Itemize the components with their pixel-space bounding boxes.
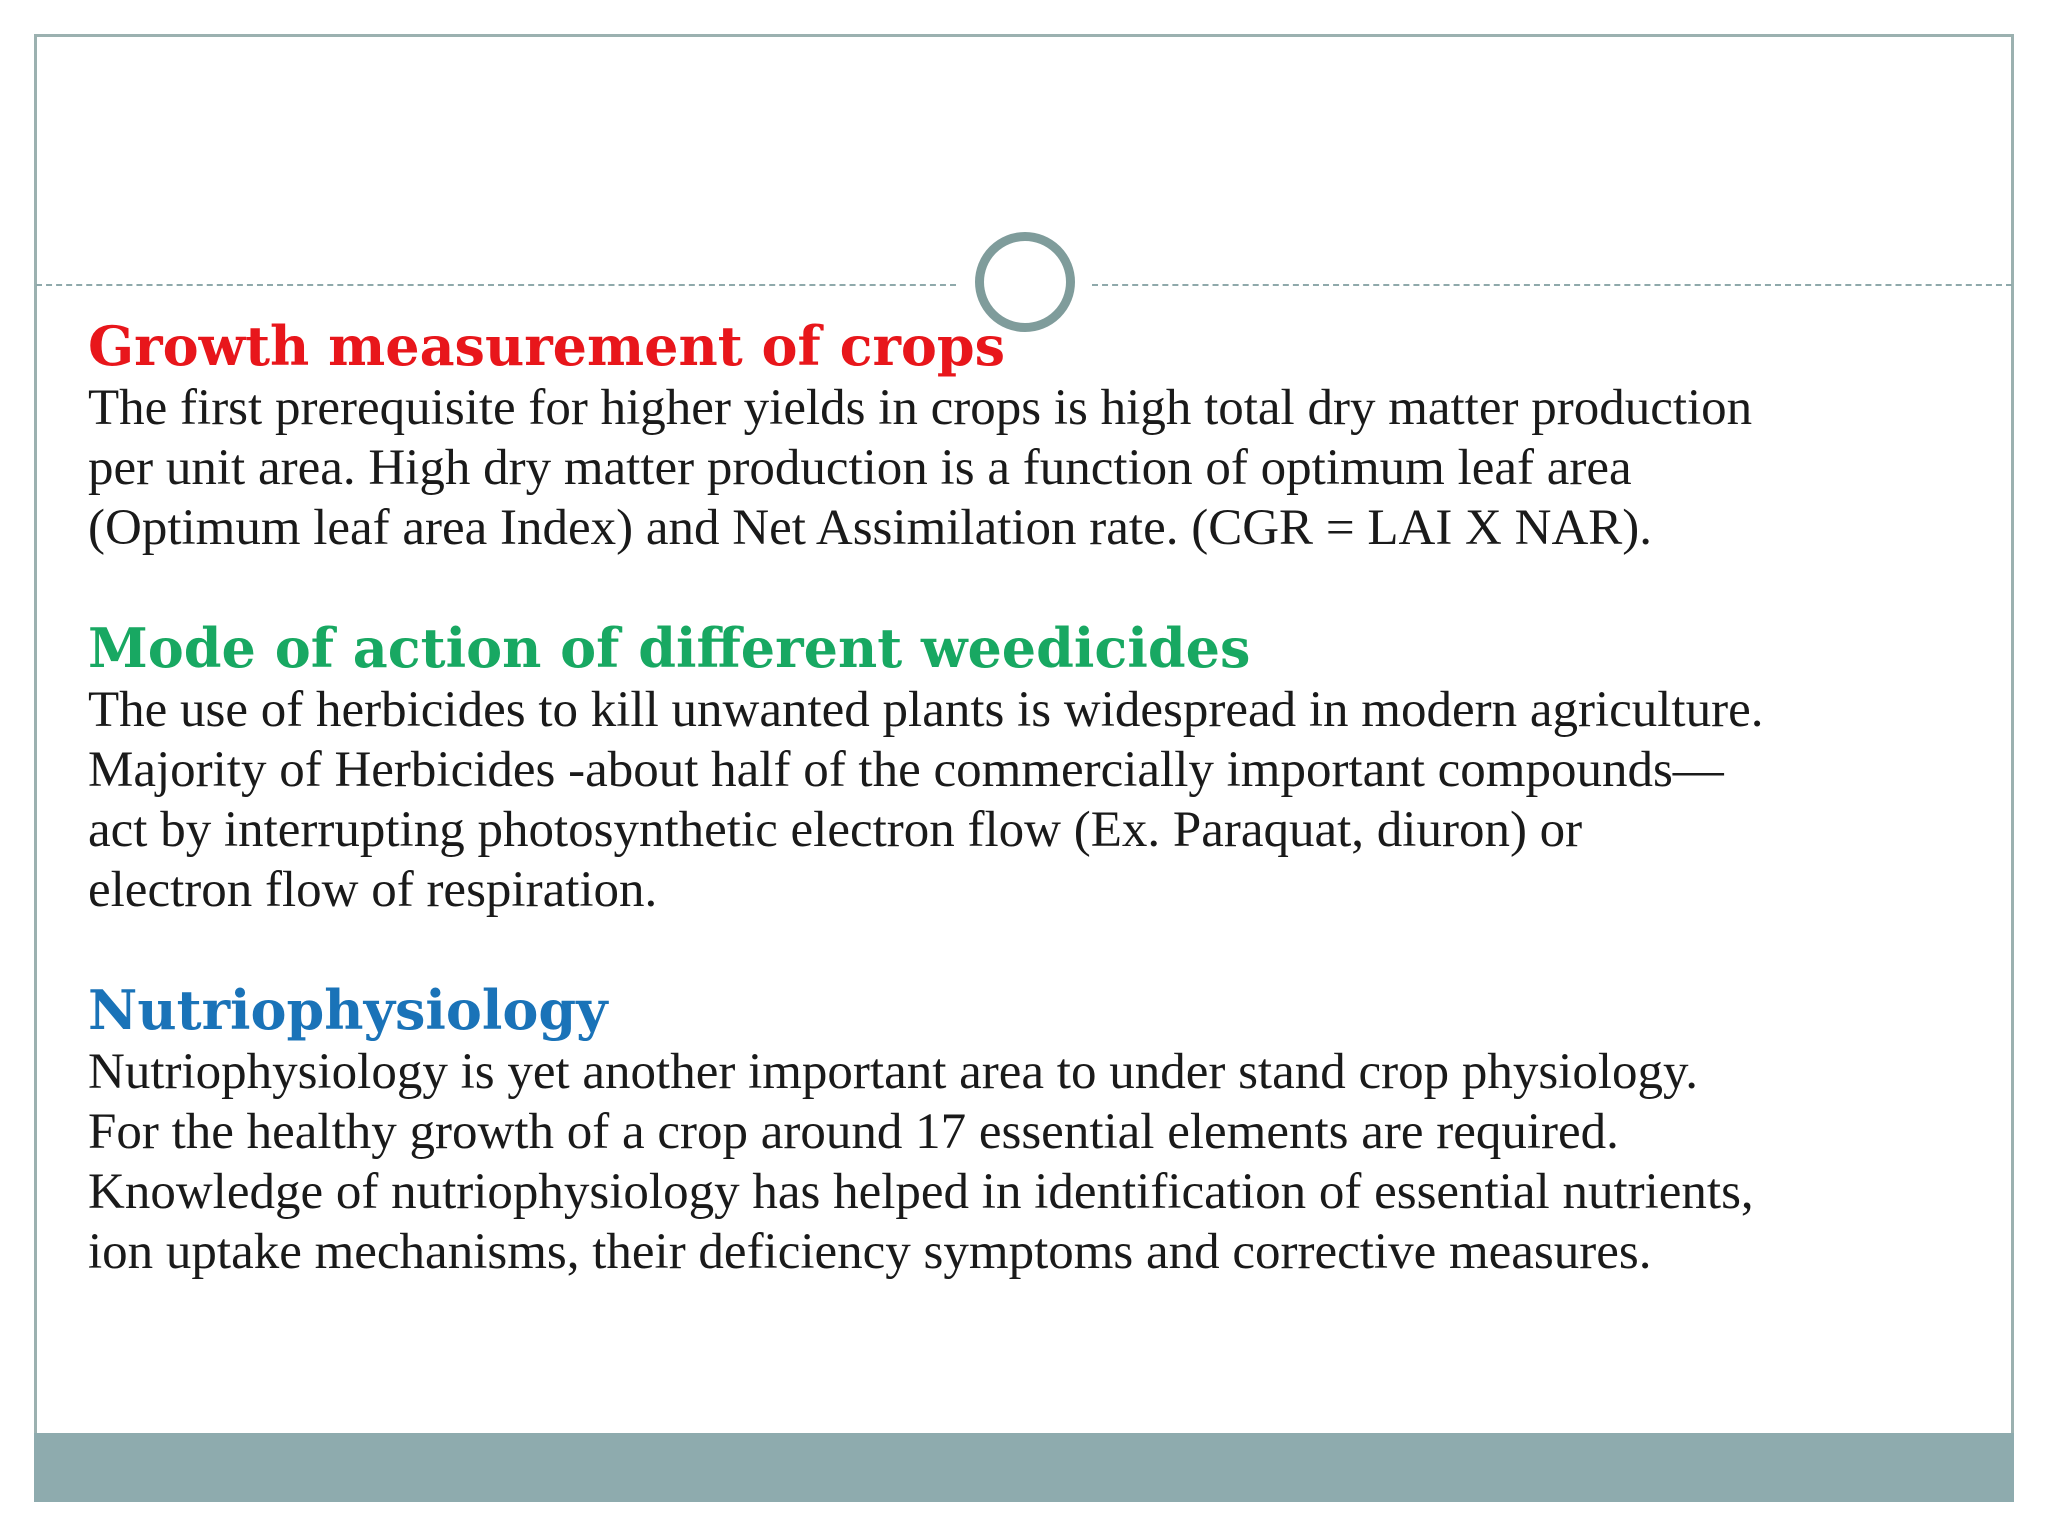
body-line: Majority of Herbicides -about half of the commercially important compounds— (88, 742, 1724, 798)
section-heading: Growth measurement of crops (88, 314, 1006, 378)
section-body (88, 378, 1988, 558)
body-line: For the healthy growth of a crop around 17 essential elements are required. (88, 1104, 1619, 1160)
section-body (88, 680, 1988, 920)
body-line: ion uptake mechanisms, their deficiency symptoms and corrective measures. (88, 1224, 1652, 1280)
body-line: The use of herbicides to kill unwanted plants is widespread in modern agriculture. (88, 682, 1764, 738)
body-line: (Optimum leaf area Index) and Net Assimilation rate. (CGR = LAI X NAR). (88, 500, 1653, 556)
section-nutriophysiology (88, 978, 1988, 1282)
body-line: act by interrupting photosynthetic electron flow (Ex. Paraquat, diuron) or (88, 802, 1583, 858)
section-weedicides (88, 616, 1988, 920)
section-growth-measurement (88, 314, 1988, 558)
section-heading: Mode of action of different weedicides (88, 616, 1251, 680)
body-line: Knowledge of nutriophysiology has helped in identification of essential nutrients, (88, 1164, 1754, 1220)
slide-content (88, 314, 1988, 1340)
body-line: Nutriophysiology is yet another important area to under stand crop physiology. (88, 1044, 1698, 1100)
body-line: per unit area. High dry matter production is a function of optimum leaf area (88, 440, 1632, 496)
body-line: electron flow of respiration. (88, 862, 658, 918)
footer-bar (34, 1433, 2014, 1502)
dashed-divider-right (1092, 284, 2012, 286)
body-line: The first prerequisite for higher yields in crops is high total dry matter production (88, 380, 1753, 436)
section-heading: Nutriophysiology (88, 978, 608, 1042)
dashed-divider-left (36, 284, 956, 286)
section-body (88, 1042, 1988, 1282)
